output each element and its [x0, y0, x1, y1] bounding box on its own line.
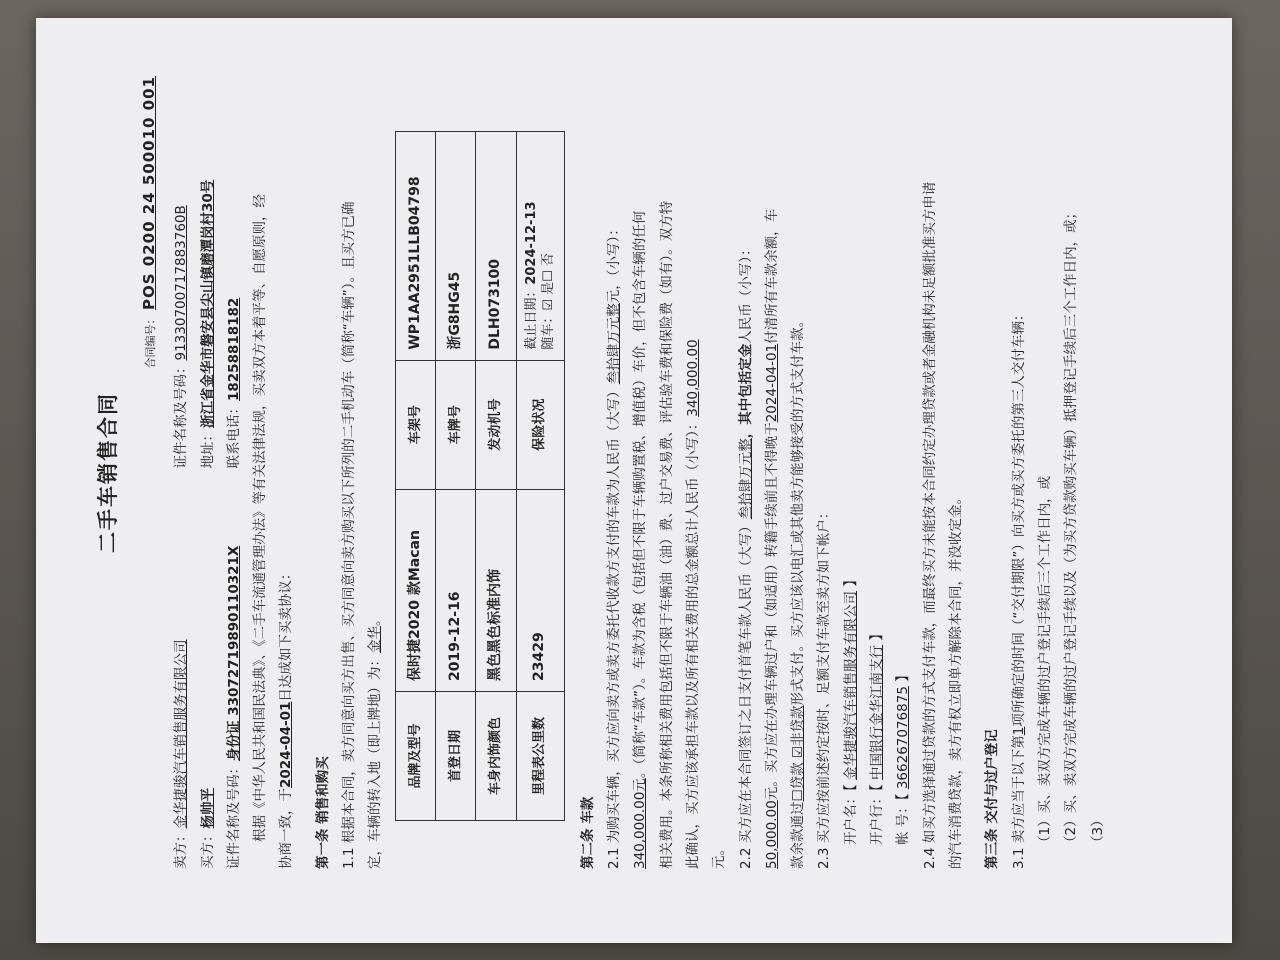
total-amount: 340,000.00	[684, 339, 701, 417]
engine-number: DLH073100	[476, 132, 516, 361]
vehicle-vin: WP1AA2951LLB04798	[395, 132, 435, 361]
seller-id: 91330700717883760B	[173, 205, 190, 361]
buyer-address: 浙江省金华市磐安县尖山镇磨潭岗村30号	[199, 179, 216, 428]
table-row: 品牌及型号 保时捷2020 款Macan 车架号 WP1AA2951LLB04798	[395, 132, 435, 821]
clause-2-4: 2.4 如买方选择通过贷款的方式支付车款，而最终买方未能按本合同约定办理贷款或者金融机构未足额批准买方申请 的汽车消费贷款，卖方有权立即单方解除本合同，并没收定金。	[921, 181, 965, 869]
account-bank: 中国银行金华江南支行	[869, 644, 886, 780]
account-name: 金华捷骏汽车销售服务有限公司	[842, 590, 859, 780]
contract-document	[36, 18, 1232, 943]
first-registration: 2019-12-16	[435, 489, 475, 691]
list-item: （1）买、卖双方完成车辆的过户登记手续后三个工作日内，或	[1036, 475, 1053, 849]
article-1-clause: 1.1 根据本合同，卖方同意向买方出售、买方同意向卖方购买以下所列的二手机动车（简称“车辆”）。且买方已确 定，车辆的转入地（即上牌地）为：金华。	[341, 201, 384, 869]
buyer-id: 身份证 330727198901103​21X	[225, 545, 242, 761]
registration-place: 金华	[367, 626, 384, 653]
price-lower: 340,000.00元	[632, 778, 649, 869]
preamble: 根据《中华人民共和国民法典》、《二手车流通管理办法》等有关法律法规，买卖双方本着平等、自愿原则，经 协商一致，于2024-04-01日达成如下买卖协议：	[252, 194, 295, 869]
table-row: 首登日期 2019-12-16 车牌号 浙G8HG45	[435, 132, 475, 821]
payment-method-checkbox: ☐贷款 ☑非贷款	[790, 705, 807, 802]
buyer-name: 杨帅平	[199, 788, 216, 829]
insurance-status: 截止日期：2024-12-13 随车：☑ 是☐ 否	[516, 132, 564, 361]
table-row: 里程表公里数 23429 保险状况 截止日期：2024-12-13 随车：☑ 是☐ 否	[516, 132, 564, 821]
seller-row: 卖方：金华捷骏汽车销售服务有限公司 证件名称及号码：91330700717883760B	[173, 205, 190, 869]
agreement-date: 2024-04-01	[278, 701, 295, 788]
contract-number: 合同编号： POS 0200 24 500010 001	[139, 76, 158, 369]
seller-name: 金华捷骏汽车销售服务有限公司	[173, 639, 190, 829]
buyer-row: 买方：杨帅平 地址：浙江省金华市磐安县尖山镇磨潭岗村30号	[199, 179, 216, 869]
clause-2-2: 2.2 买方应在本合同签订之日支付首笔车款人民币（大写）叁拾肆万元整，其中包括定金人民币（小写）： 50,000.00元。买方应在办理车辆过户和（如适用）转籍手续前且不得晚于2024-04-01付清所有车款余额，车 款余款通过☐贷款 ☑非贷款形式支付。买方应该以电汇或其他卖方能够接受的方式支付车款。	[737, 208, 807, 869]
account-number: 366267076875	[895, 686, 912, 790]
contract-paper	[36, 18, 1232, 943]
license-plate: 浙G8HG45	[435, 132, 475, 361]
odometer: 23429	[516, 489, 564, 691]
clause-2-3: 2.3 买方应按前述约定按时、足额支付车款至卖方如下帐户：	[816, 505, 833, 869]
vehicle-model: 保时捷2020 款Macan	[395, 489, 435, 691]
insurance-follow-checkbox: 随车：☑ 是☐ 否	[541, 253, 557, 350]
article-1-title: 第一条 销售和购买	[314, 756, 331, 869]
delivery-options-list	[1032, 76, 1111, 849]
price-upper: 叁拾肆万元整	[605, 303, 622, 385]
table-row: 车身内饰颜色 黑色黑色标准内饰 发动机号 DLH073100	[476, 132, 516, 821]
list-item: （3）	[1089, 813, 1106, 849]
list-item: （2）买、卖双方完成车辆的过户登记手续以及（为买方贷款购买车辆）抵押登记手续后三个工作日内，或；	[1063, 205, 1080, 849]
vehicle-color: 黑色黑色标准内饰	[476, 489, 516, 691]
deposit-amount: 50,000.00	[763, 800, 780, 869]
contract-title: 二手车销售合同	[96, 392, 120, 553]
buyer-phone: 18258818182	[225, 297, 242, 401]
article-2-title: 第二条 车款	[579, 796, 596, 869]
clause-3-1: 3.1 卖方应当于以下第1项所确定的时间（“交付期限”）向买方或买方委托的第三人交付车辆：	[1010, 307, 1027, 869]
clause-2-1: 2.1 为购买车辆，买方应向卖方或卖方委托代收款方支付的车款为人民币（大写）叁拾肆万元整元，（小写）： 340,000.00元。（简称“车款”）。车款为含税（包括但不限于车辆购置税、增值税）车价，但不包含车辆的任何 相关费用。本条所称相关费用包括但不限于车辆油（油）费、过户交易费、评估验车费和保险费（如有）。双方特 此确认，买方应该承担车款以及所有相关费用的总金额总计人民币（小写）：340,000.00 元。	[605, 200, 728, 869]
delivery-option: 1	[1010, 726, 1027, 736]
article-3-title: 第三条 交付与过户登记	[984, 729, 1001, 869]
buyer-id-row: 证件名称及号码：身份证 330727198901103​21X 联系电话：18258818182	[225, 297, 242, 869]
vehicle-table	[395, 131, 565, 821]
balance-due-date: 2024-04-01	[763, 343, 780, 423]
bank-account: 开户名：【 金华捷骏汽车销售服务有限公司 】 开户行：【 中国银行金华江南支行 】 帐 号：【 366267076875 】	[842, 573, 912, 845]
first-payment-upper: 叁拾肆万元整	[737, 438, 754, 520]
insurance-deadline: 2024-12-13	[523, 201, 539, 285]
